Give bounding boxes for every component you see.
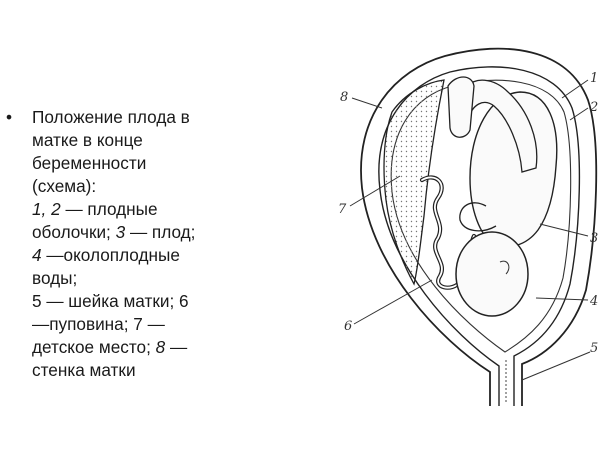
- caption-line-10: —пуповина; 7 —: [32, 314, 165, 334]
- fetus-foot: [448, 77, 474, 137]
- label-7: 7: [338, 202, 347, 217]
- leader-4: [536, 298, 588, 300]
- caption-line-11b: —: [165, 337, 188, 357]
- caption-line-6b: — плод;: [125, 222, 196, 242]
- caption-list-item: [6, 106, 268, 382]
- caption-num-4: 4: [32, 245, 42, 265]
- caption-num-8: 8: [155, 337, 166, 357]
- label-2: 2: [590, 100, 599, 115]
- caption-line-8: воды;: [32, 268, 78, 288]
- label-5: 5: [590, 341, 599, 356]
- caption-line-4: (схема):: [32, 176, 97, 196]
- label-1: 1: [590, 71, 599, 86]
- label-6: 6: [344, 319, 353, 334]
- caption-num-3: 3: [115, 222, 126, 242]
- caption-line-12: стенка матки: [32, 360, 136, 380]
- label-8: 8: [340, 90, 349, 105]
- leader-1: [562, 80, 588, 98]
- caption-line-3: беременности: [32, 153, 147, 173]
- caption-line-9: 5 — шейка матки; 6: [32, 291, 189, 311]
- caption-line-7: —околоплодные: [41, 245, 180, 265]
- leader-8: [352, 98, 382, 108]
- bullet-marker: •: [6, 107, 13, 127]
- label-4: 4: [590, 294, 599, 309]
- label-3: 3: [590, 231, 599, 246]
- caption-num-1-2: 1, 2: [32, 199, 61, 219]
- leader-6: [354, 280, 432, 324]
- leader-3: [540, 224, 588, 236]
- caption-line-11a: детское место;: [32, 337, 156, 357]
- fetus-head: [456, 232, 528, 316]
- leader-5: [522, 352, 590, 380]
- diagram-svg: [320, 20, 600, 445]
- uterus-fetus-diagram: [320, 20, 600, 445]
- caption-line-1: Положение плода в: [32, 107, 190, 127]
- caption-text: [32, 106, 268, 382]
- caption-line-2: матке в конце: [32, 130, 143, 150]
- caption-line-5: — плодные: [60, 199, 158, 219]
- caption-line-6a: оболочки;: [32, 222, 116, 242]
